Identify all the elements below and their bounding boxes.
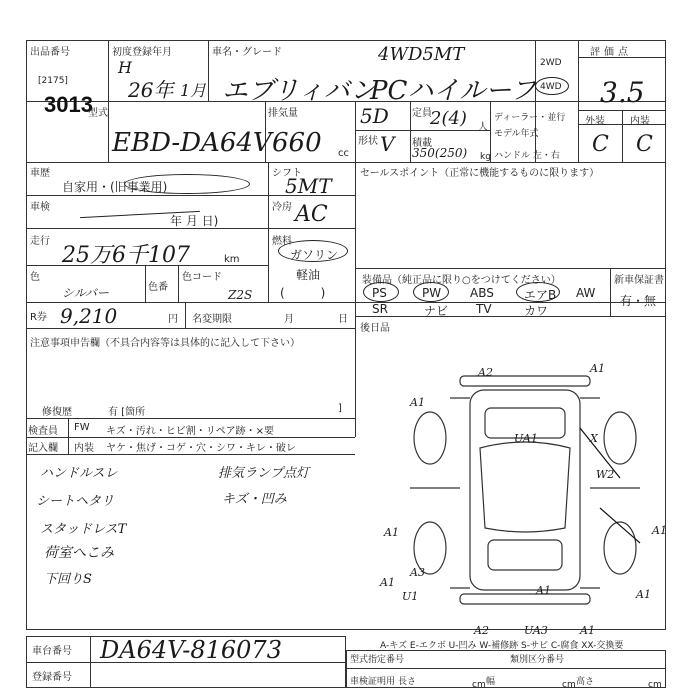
equip-ps-circle xyxy=(363,282,399,302)
model-year-label: モデル年式 xyxy=(494,129,539,139)
divider xyxy=(355,130,490,131)
recycle-value: 9,210 xyxy=(60,304,118,328)
seats-value: 2(4) xyxy=(430,108,467,129)
equip-pw-circle xyxy=(413,282,449,302)
drive-2wd: 2WD xyxy=(540,58,562,68)
ac-value: AC xyxy=(295,202,328,227)
repair-close: ] xyxy=(338,403,342,414)
score: 3.5 xyxy=(600,76,645,109)
day-label: 日 xyxy=(338,314,348,325)
mark-ua1: UA1 xyxy=(514,432,538,445)
mileage-value: 25万6千107 xyxy=(62,243,190,268)
mark-a1-left: A1 xyxy=(410,396,425,409)
color-label: 色 xyxy=(30,272,40,283)
entry-label: 記入欄 xyxy=(28,443,58,454)
equip-leather: カワ xyxy=(524,304,549,318)
color-code-value: Z2S xyxy=(228,288,253,302)
divider xyxy=(26,418,355,419)
drive-4wd: 4WD xyxy=(540,82,562,92)
inspection-value: 年 月 日) xyxy=(170,214,219,228)
cert-label: 車検証明用 xyxy=(350,677,396,687)
reg-month: 1月 xyxy=(180,81,207,100)
type-cert-label: 型式指定番号 xyxy=(350,655,405,665)
mark-w2: W2 xyxy=(596,468,615,481)
month-label: 月 xyxy=(284,314,294,325)
fuel-circle xyxy=(278,240,348,262)
divider xyxy=(346,668,666,669)
mark-a1-low-right: A1 xyxy=(636,588,651,601)
int-label: 内装 xyxy=(630,116,650,127)
shape-value: V xyxy=(380,132,395,156)
fuel-diesel: 軽油 xyxy=(296,268,321,282)
equipment-label: 装備品（純正品に限り○をつけてください） xyxy=(362,275,561,286)
divider xyxy=(622,110,623,162)
equip-aw: AW xyxy=(576,286,596,300)
fuel-gas: ガソリン xyxy=(290,248,339,262)
shift-value: 5MT xyxy=(285,174,332,198)
color-value: シルバー xyxy=(62,286,109,300)
mark-a1-bottom: A1 xyxy=(536,584,551,597)
equip-pw: PW xyxy=(422,286,442,300)
car-diagram xyxy=(400,368,650,630)
usage-label: 車歴 xyxy=(30,168,50,179)
model-label: 型式 xyxy=(88,108,108,119)
disp-label: 排気量 xyxy=(268,108,298,119)
height-label: 高さ xyxy=(576,677,595,687)
divider xyxy=(410,101,411,162)
equip-navi: ナビ xyxy=(424,304,449,318)
lot-number: 3013 xyxy=(44,92,93,117)
recycle-unit: 円 xyxy=(168,314,178,325)
fuel-label: 燃料 xyxy=(272,236,292,247)
sales-label: セールスポイント（正常に機能するものに限ります） xyxy=(360,168,600,179)
hw-note-2: シートヘタリ xyxy=(36,494,115,509)
divider xyxy=(26,437,355,438)
lot-label: 出品番号 xyxy=(30,47,70,58)
model-value: EBD-DA64V xyxy=(112,128,272,158)
new-car-value: 有・無 xyxy=(620,294,657,308)
divider xyxy=(268,162,269,302)
disp-unit: cc xyxy=(338,148,349,159)
hw-note-4: 荷室へこみ xyxy=(44,545,114,561)
cm-3: cm xyxy=(648,680,662,690)
divider xyxy=(26,328,355,329)
usage-circle xyxy=(124,174,250,194)
doors-value: 5D xyxy=(360,104,389,128)
ext-label: 外装 xyxy=(585,116,605,127)
equip-sr: SR xyxy=(372,302,388,316)
grade-top: 4WD5MT xyxy=(378,44,465,65)
cm-2: cm xyxy=(562,680,576,690)
divider xyxy=(355,316,666,317)
repair-value: 有 [箇所 xyxy=(108,407,146,418)
mileage-label: 走行 xyxy=(30,236,50,247)
name-label: 車名・グレード xyxy=(212,47,282,58)
mark-a1-low-left: A1 xyxy=(380,576,395,589)
grade: PCハイルーフ xyxy=(370,76,537,106)
seats-unit: 人 xyxy=(478,122,488,133)
inspector-label: 検査員 xyxy=(28,426,58,437)
score-label: 評価点 xyxy=(590,47,632,58)
name-change-label: 名変期限 xyxy=(192,314,232,325)
rear-seat-label: 後日品 xyxy=(360,323,390,334)
equip-abs: ABS xyxy=(470,286,494,300)
legend: A-キズ E-エクボ U-凹み W-補修跡 S-サビ C-腐食 XX-交換要 xyxy=(380,641,624,651)
shape-label: 形状 xyxy=(358,136,378,147)
cm-1: cm xyxy=(472,680,486,690)
disp-value: 660 xyxy=(272,128,322,158)
divider xyxy=(185,302,186,328)
divider xyxy=(145,265,146,302)
lot-sub: [2175] xyxy=(38,76,68,86)
divider xyxy=(68,418,69,454)
divider xyxy=(26,162,666,163)
equip-airbag: エアB xyxy=(524,288,557,302)
usage-value: 自家用・(旧事業用) xyxy=(62,180,168,194)
reg-era: H xyxy=(118,58,132,77)
divider xyxy=(208,40,209,101)
ac-label: 冷房 xyxy=(272,202,292,213)
divider xyxy=(26,454,355,455)
reg-label: 初度登録年月 xyxy=(112,47,172,58)
divider xyxy=(26,302,666,303)
handle-label: ハンドル 左・右 xyxy=(494,151,560,161)
mark-a1-mid-right: A1 xyxy=(652,524,667,537)
mark-a3: A3 xyxy=(410,566,425,579)
notes-label: 注意事項申告欄（不具合内容等は具体的に記入して下さい） xyxy=(30,338,300,349)
equip-ps: PS xyxy=(372,286,387,300)
mark-a1-bottom-right: A1 xyxy=(580,624,595,637)
inspection-label: 車検 xyxy=(30,202,50,213)
car-name: エブリィバン xyxy=(222,76,376,106)
mark-x: X xyxy=(590,432,598,445)
color-code-label: 色コード xyxy=(182,272,222,283)
divider xyxy=(355,268,666,269)
inspector-row2: ヤケ・焦げ・コゲ・穴・シワ・キレ・破レ xyxy=(106,443,296,454)
repair-label: 修復歴 xyxy=(42,407,72,418)
divider xyxy=(90,636,91,688)
ext-score: C xyxy=(592,132,609,157)
divider xyxy=(178,265,179,302)
load-value: 350(250) xyxy=(412,146,468,160)
drive-circle xyxy=(535,77,569,95)
hw-note-6: 排気ランプ点灯 xyxy=(218,466,310,481)
length-label: 長さ xyxy=(398,677,417,687)
class-label: 類別区分番号 xyxy=(510,655,565,665)
load-unit: kg xyxy=(480,152,491,162)
hw-note-1: ハンドルスレ xyxy=(40,466,118,481)
new-car-label: 新車保証書 xyxy=(614,275,664,286)
divider xyxy=(578,40,579,162)
divider xyxy=(355,162,356,437)
interior-label: 内装 xyxy=(74,443,94,454)
divider xyxy=(355,101,356,162)
mileage-unit: km xyxy=(224,254,240,265)
equip-airbag-circle xyxy=(516,282,560,302)
mark-u1: U1 xyxy=(402,590,419,603)
mark-a2-top: A2 xyxy=(478,366,493,379)
chassis-value: DA64V-816073 xyxy=(100,636,282,664)
color-number-label: 色番 xyxy=(148,282,168,293)
hw-note-5: 下回りS xyxy=(44,572,92,587)
chassis-label: 車台番号 xyxy=(32,646,72,657)
hw-note-3: スタッドレスT xyxy=(40,522,127,537)
divider xyxy=(108,40,109,162)
load-label: 積載 xyxy=(412,138,432,149)
hw-note-7: キズ・凹み xyxy=(222,492,287,507)
dealer-label: ディーラー・並行 xyxy=(494,113,566,123)
mark-a1-top-right: A1 xyxy=(590,362,605,375)
recycle-label: R券 xyxy=(30,312,47,323)
width-label: 幅 xyxy=(486,677,496,687)
mark-a2-bottom: A2 xyxy=(474,624,489,637)
reg-year: 26年 xyxy=(128,78,174,102)
mark-ua3: UA3 xyxy=(524,624,548,637)
seats-label: 定員 xyxy=(412,108,432,119)
mark-a1-mid-left: A1 xyxy=(384,526,399,539)
reg-number-label: 登録番号 xyxy=(32,672,72,683)
divider xyxy=(610,268,611,316)
fuel-other: ( ) xyxy=(280,286,326,300)
shift-label: シフト xyxy=(272,168,302,179)
divider xyxy=(578,110,666,111)
int-score: C xyxy=(636,132,653,157)
inspector-row1: キズ・汚れ・ヒビ割・リペア跡・×要 xyxy=(106,426,274,437)
equip-tv: TV xyxy=(476,302,492,316)
fw-label: FW xyxy=(74,422,90,433)
